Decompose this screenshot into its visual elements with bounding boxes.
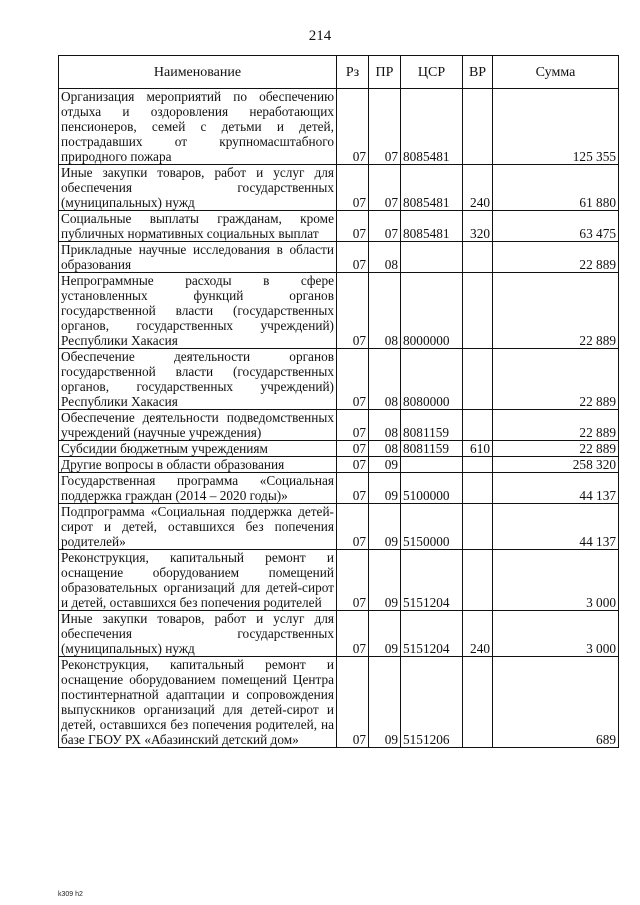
page-number: 214 [308, 28, 332, 44]
cell-vr [463, 242, 493, 273]
cell-name: Прикладные научные исследования в области образования [59, 242, 337, 273]
cell-name: Организация мероприятий по обеспечению отдыха и оздоровления неработающих пенсионеров, семей с детьми и детей, пострадавших от крупномасштабного природного пожара [59, 89, 337, 165]
cell-pr: 08 [369, 273, 401, 349]
cell-sum: 44 137 [493, 504, 619, 550]
cell-name: Обеспечение деятельности органов государственной власти (государственных органов, государственных учреждений) Республики Хакасия [59, 349, 337, 410]
cell-rz: 07 [337, 441, 369, 457]
cell-pr: 08 [369, 242, 401, 273]
cell-rz: 07 [337, 89, 369, 165]
cell-pr: 09 [369, 657, 401, 748]
cell-vr [463, 504, 493, 550]
cell-vr [463, 473, 493, 504]
footer-mark: k309 h2 [58, 891, 83, 898]
cell-name: Подпрограмма «Социальная поддержка детей-сирот и детей, оставшихся без попечения родителей» [59, 504, 337, 550]
cell-vr: 240 [463, 611, 493, 657]
table-row [59, 657, 619, 748]
cell-name: Непрограммные расходы в сфере установленных функций органов государственной власти (государственных органов, государственных учреждений) Республики Хакасия [59, 273, 337, 349]
cell-csr: 8081159 [401, 441, 463, 457]
cell-sum: 3 000 [493, 550, 619, 611]
cell-rz: 07 [337, 242, 369, 273]
cell-vr [463, 273, 493, 349]
cell-vr [463, 657, 493, 748]
cell-vr: 610 [463, 441, 493, 457]
header-rz: Рз [337, 56, 369, 89]
cell-pr: 08 [369, 349, 401, 410]
cell-pr: 09 [369, 457, 401, 473]
cell-rz: 07 [337, 504, 369, 550]
cell-rz: 07 [337, 611, 369, 657]
table-row [59, 273, 619, 349]
cell-csr: 8085481 [401, 89, 463, 165]
table-row [59, 550, 619, 611]
cell-rz: 07 [337, 165, 369, 211]
table-row [59, 441, 619, 457]
cell-csr: 5150000 [401, 504, 463, 550]
table-row [59, 457, 619, 473]
cell-sum: 125 355 [493, 89, 619, 165]
cell-rz: 07 [337, 211, 369, 242]
cell-pr: 08 [369, 441, 401, 457]
cell-pr: 08 [369, 410, 401, 441]
cell-csr: 8000000 [401, 273, 463, 349]
header-csr: ЦСР [401, 56, 463, 89]
cell-name: Государственная программа «Социальная поддержка граждан (2014 – 2020 годы)» [59, 473, 337, 504]
cell-name: Иные закупки товаров, работ и услуг для обеспечения государственных (муниципальных) нужд [59, 611, 337, 657]
cell-name: Реконструкция, капитальный ремонт и оснащение оборудованием помещений Центра постинтернатной адаптации и сопровождения выпускников организаций для детей-сирот и детей, оставшихся без попечения родителей, на базе ГБОУ РХ «Абазинский детский дом» [59, 657, 337, 748]
table-row [59, 611, 619, 657]
cell-pr: 09 [369, 473, 401, 504]
cell-csr: 8085481 [401, 211, 463, 242]
cell-pr: 09 [369, 611, 401, 657]
cell-sum: 689 [493, 657, 619, 748]
cell-name: Другие вопросы в области образования [59, 457, 337, 473]
cell-vr: 320 [463, 211, 493, 242]
cell-sum: 22 889 [493, 410, 619, 441]
cell-name: Субсидии бюджетным учреждениям [59, 441, 337, 457]
cell-sum: 22 889 [493, 441, 619, 457]
table-row [59, 242, 619, 273]
table-row [59, 211, 619, 242]
cell-rz: 07 [337, 457, 369, 473]
cell-vr [463, 89, 493, 165]
cell-csr: 8080000 [401, 349, 463, 410]
cell-name: Иные закупки товаров, работ и услуг для обеспечения государственных (муниципальных) нужд [59, 165, 337, 211]
budget-table [58, 55, 619, 748]
cell-sum: 63 475 [493, 211, 619, 242]
table-header-row [59, 56, 619, 89]
table-row [59, 410, 619, 441]
cell-vr: 240 [463, 165, 493, 211]
header-name: Наименование [59, 56, 337, 89]
cell-csr: 8081159 [401, 410, 463, 441]
cell-sum: 258 320 [493, 457, 619, 473]
cell-sum: 22 889 [493, 273, 619, 349]
cell-vr [463, 550, 493, 611]
header-pr: ПР [369, 56, 401, 89]
cell-sum: 44 137 [493, 473, 619, 504]
cell-pr: 07 [369, 89, 401, 165]
cell-pr: 09 [369, 550, 401, 611]
cell-csr: 5151204 [401, 611, 463, 657]
cell-sum: 61 880 [493, 165, 619, 211]
cell-vr [463, 349, 493, 410]
header-vr: ВР [463, 56, 493, 89]
table-row [59, 504, 619, 550]
cell-rz: 07 [337, 273, 369, 349]
table-row [59, 473, 619, 504]
cell-name: Реконструкция, капитальный ремонт и оснащение оборудованием помещений образовательных организаций для детей-сирот и детей, оставшихся без попечения родителей [59, 550, 337, 611]
cell-rz: 07 [337, 657, 369, 748]
table-row [59, 165, 619, 211]
cell-rz: 07 [337, 410, 369, 441]
cell-rz: 07 [337, 550, 369, 611]
cell-pr: 07 [369, 165, 401, 211]
cell-pr: 07 [369, 211, 401, 242]
cell-vr [463, 457, 493, 473]
cell-csr: 5151204 [401, 550, 463, 611]
cell-csr: 8085481 [401, 165, 463, 211]
cell-pr: 09 [369, 504, 401, 550]
cell-sum: 22 889 [493, 349, 619, 410]
cell-csr [401, 457, 463, 473]
cell-sum: 22 889 [493, 242, 619, 273]
cell-csr: 5100000 [401, 473, 463, 504]
cell-sum: 3 000 [493, 611, 619, 657]
cell-name: Социальные выплаты гражданам, кроме публичных нормативных социальных выплат [59, 211, 337, 242]
cell-name: Обеспечение деятельности подведомственных учреждений (научные учреждения) [59, 410, 337, 441]
cell-csr [401, 242, 463, 273]
header-sum: Сумма [493, 56, 619, 89]
table-row [59, 349, 619, 410]
cell-rz: 07 [337, 349, 369, 410]
table-row [59, 89, 619, 165]
cell-vr [463, 410, 493, 441]
cell-csr: 5151206 [401, 657, 463, 748]
cell-rz: 07 [337, 473, 369, 504]
